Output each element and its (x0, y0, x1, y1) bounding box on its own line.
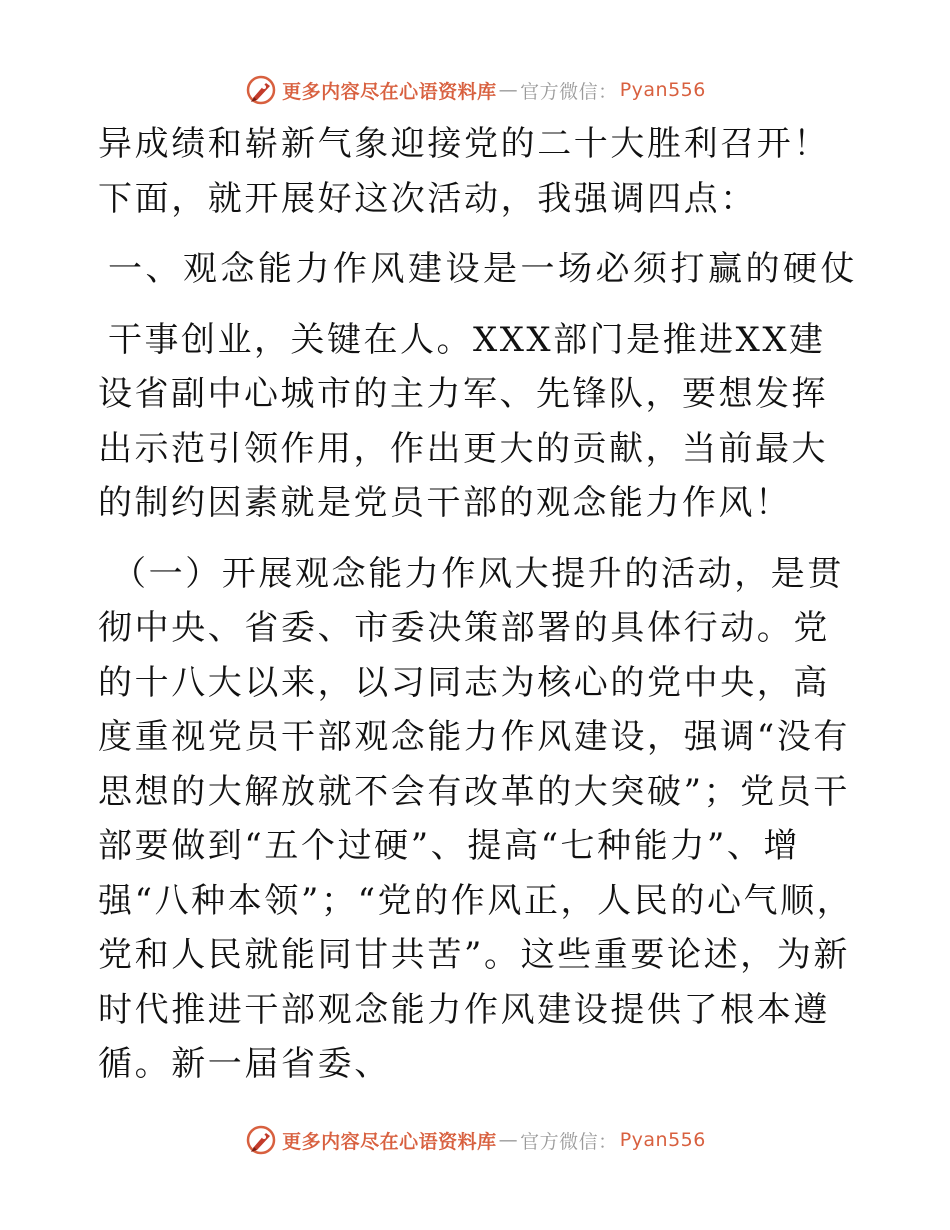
watermark-banner-bottom (0, 1120, 950, 1160)
watermark-official-label: 官方微信： (520, 80, 618, 103)
pen-logo-icon (244, 73, 278, 107)
section-heading: 一、观念能力作风建设是一场必须打赢的硬仗 (108, 249, 858, 289)
watermark-official-label: 官方微信： (520, 1130, 618, 1153)
pen-logo-icon (244, 1123, 278, 1157)
paragraph-body: （一）开展观念能力作风大提升的活动，是贯彻中央、省委、市委决策部署的具体行动。党的十八大以来，以习同志为核心的党中央，高度重视党员干部观念能力作风建设，强调“没有思想的大解放就不会有改革的大突破”；党员干部要做到“五个过硬”、提高“七种能力”、增强“八种本领”；“党的作风正，人民的心气顺，党和人民就能同甘共苦”。这些重要论述，为新时代推进干部观念能力作风建设提供了根本遵循。新一届省委、 (98, 553, 854, 1084)
watermark-brand: 更多内容尽在心语资料库 (282, 80, 497, 103)
watermark-separator: — (498, 1129, 519, 1151)
paragraph-body: 干事创业，关键在人。XXX部门是推进XX建设省副中心城市的主力军、先锋队，要想发挥出示范引领作用，作出更大的贡献，当前最大的制约因素就是党员干部的观念能力作风！ (98, 319, 828, 523)
document-body (98, 117, 858, 1092)
watermark-handle: Pyan556 (619, 1129, 706, 1151)
paragraph-continuation: 异成绩和崭新气象迎接党的二十大胜利召开！下面，就开展好这次活动，我强调四点： (98, 124, 830, 219)
watermark-banner-top (0, 70, 950, 110)
watermark-brand: 更多内容尽在心语资料库 (282, 1130, 497, 1153)
watermark-handle: Pyan556 (619, 79, 706, 101)
watermark-separator: — (498, 79, 519, 101)
